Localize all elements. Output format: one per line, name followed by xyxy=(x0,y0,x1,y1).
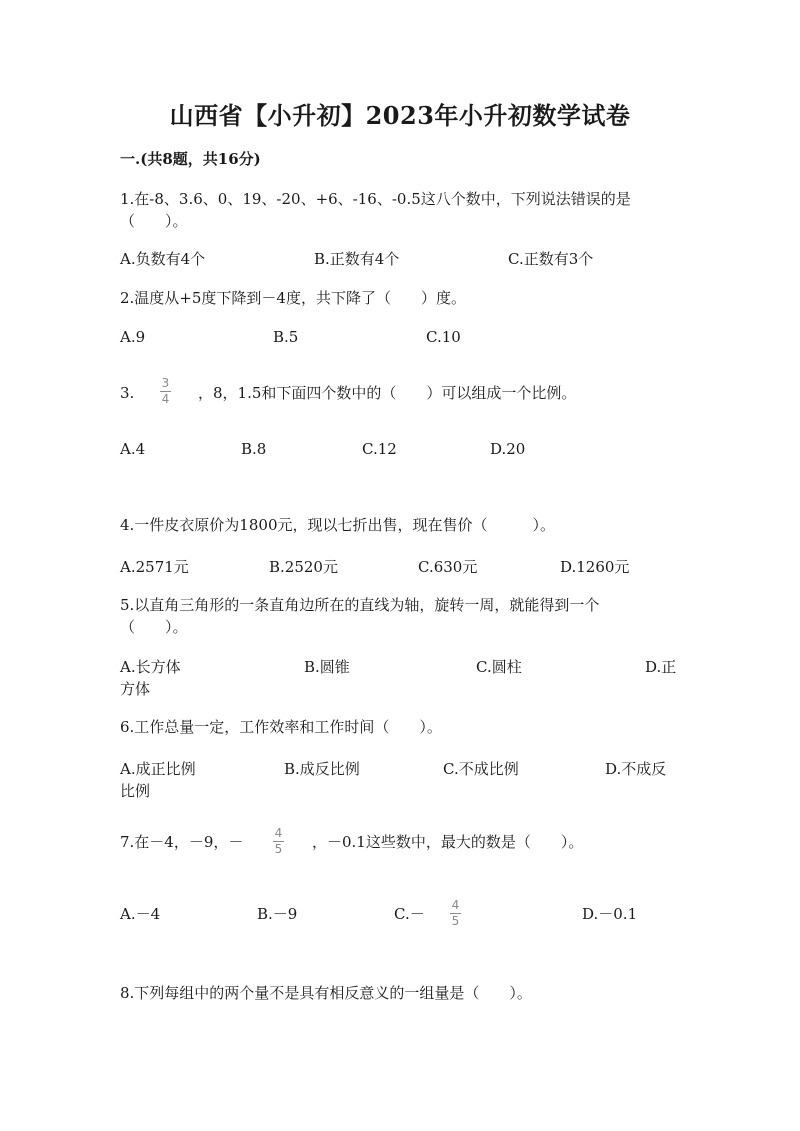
q2-option-b: B.5 xyxy=(273,328,299,346)
question-7-prefix: 7.在－4，－9，－ xyxy=(120,833,244,851)
question-1-blank: （ ）。 xyxy=(120,212,188,230)
q2-option-a: A.9 xyxy=(120,328,146,346)
q2-option-c: C.10 xyxy=(426,328,461,346)
question-1-text: 1.在-8、3.6、0、19、-20、+6、-16、-0.5这八个数中，下列说法错误的是 xyxy=(120,190,631,208)
q6-option-a: A.成正比例 xyxy=(120,760,196,778)
q5-option-c: C.圆柱 xyxy=(476,658,522,676)
question-3-text: ，8，1.5和下面四个数中的（ ）可以组成一个比例。 xyxy=(198,384,577,402)
q4-option-a: A.2571元 xyxy=(120,558,189,576)
q6-option-b: B.成反比例 xyxy=(284,760,360,778)
question-7-text: ，－0.1这些数中，最大的数是（ ）。 xyxy=(312,833,584,851)
page-title: 山西省【小升初】2023年小升初数学试卷 xyxy=(169,101,631,130)
q7-fraction xyxy=(273,827,284,856)
q3-fraction-numerator: 3 xyxy=(161,376,170,390)
question-2-text: 2.温度从+5度下降到－4度，共下降了（ ）度。 xyxy=(120,289,466,307)
q7-option-fraction-numerator: 4 xyxy=(451,898,460,912)
q1-option-a: A.负数有4个 xyxy=(120,250,206,268)
q7-option-fraction-denominator: 5 xyxy=(451,914,460,928)
q4-option-c: C.630元 xyxy=(418,558,478,576)
question-4-text: 4.一件皮衣原价为1800元，现以七折出售，现在售价（ ）。 xyxy=(120,516,555,534)
q1-option-c: C.正数有3个 xyxy=(508,250,594,268)
q7-fraction-numerator: 4 xyxy=(274,826,283,840)
question-3-number: 3. xyxy=(120,384,135,402)
q7-option-b: B.－9 xyxy=(257,905,298,923)
q5-option-b: B.圆锥 xyxy=(304,658,350,676)
q3-fraction xyxy=(160,377,171,406)
q6-option-d-wrap: 比例 xyxy=(120,782,151,800)
q3-option-d: D.20 xyxy=(490,440,526,458)
q3-fraction-denominator: 4 xyxy=(161,392,170,406)
q1-option-b: B.正数有4个 xyxy=(314,250,400,268)
question-5-blank: （ ）。 xyxy=(120,618,188,636)
q7-fraction-denominator: 5 xyxy=(274,842,283,856)
q7-option-c: C.－ xyxy=(394,905,425,923)
q3-option-b: B.8 xyxy=(241,440,267,458)
question-6-text: 6.工作总量一定，工作效率和工作时间（ ）。 xyxy=(120,718,442,736)
q3-option-a: A.4 xyxy=(120,440,146,458)
question-8-text: 8.下列每组中的两个量不是具有相反意义的一组量是（ ）。 xyxy=(120,984,532,1002)
q4-option-d: D.1260元 xyxy=(560,558,630,576)
q7-option-a: A.－4 xyxy=(120,905,161,923)
section-heading: 一.(共8题，共16分) xyxy=(120,150,261,168)
q6-option-c: C.不成比例 xyxy=(443,760,519,778)
q6-option-d: D.不成反 xyxy=(605,760,667,778)
q5-option-d: D.正 xyxy=(645,658,677,676)
q4-option-b: B.2520元 xyxy=(269,558,338,576)
q7-option-c-fraction xyxy=(450,899,461,928)
q3-option-c: C.12 xyxy=(362,440,397,458)
question-5-text: 5.以直角三角形的一条直角边所在的直线为轴，旋转一周，就能得到一个 xyxy=(120,596,600,614)
q5-option-a: A.长方体 xyxy=(120,658,181,676)
q7-option-d: D.－0.1 xyxy=(582,905,638,923)
q5-option-d-wrap: 方体 xyxy=(120,680,151,698)
